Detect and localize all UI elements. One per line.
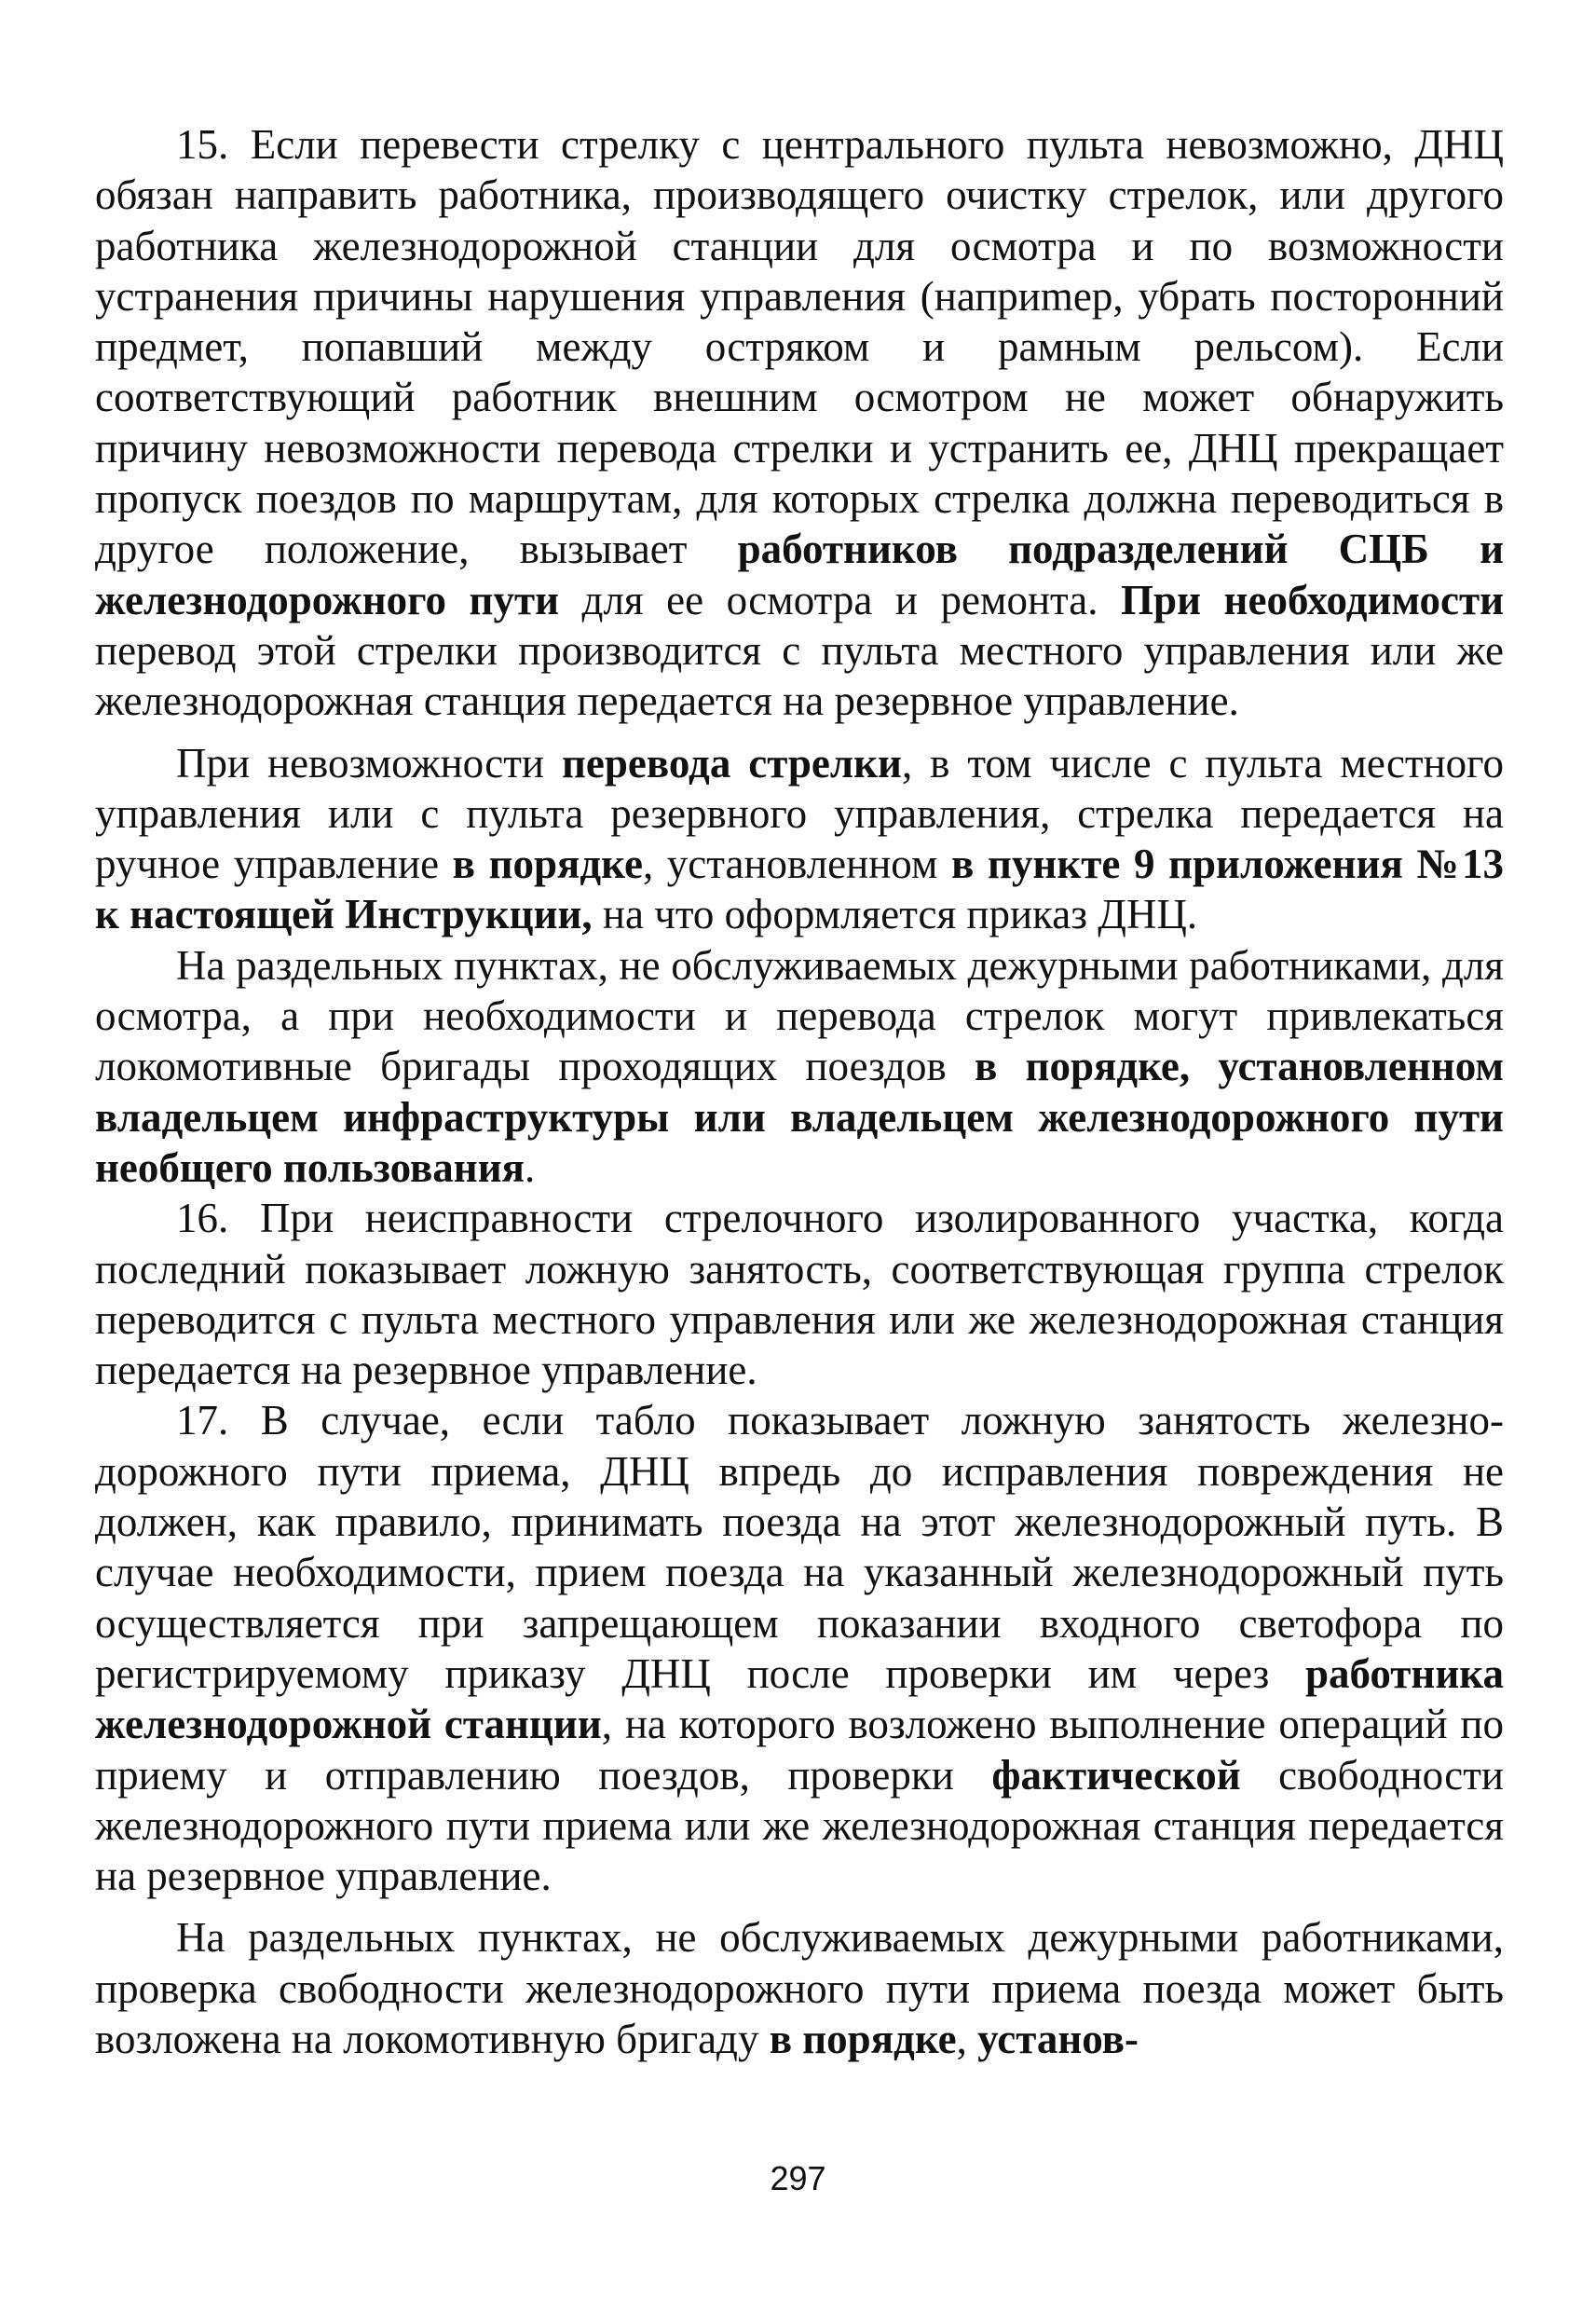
text-run: , установленном [642,841,952,888]
text-run: 15. Если перевести стрелку с центрального пульта невозможно, ДНЦ обязан направить работника, производящего очистку стрелок, или другого работника железнодорожной станции для осмотра и по возможности устранения причины нарушения управления (наприmер, убрать посторонний предмет, попавший между остряком и рамным рельсом). Если соответствующий работник внешним осмотром не может обнаружить причину невозможности перевода стрелки и устранить ее, ДНЦ прекращает пропуск поездов по маршрутам, для которых стрелка должна переводиться в другое положение, вызывает [95,121,1504,573]
paragraph-item-15 [95,119,1504,727]
paragraph-manual-switch [95,738,1504,940]
text-run: 16. При неисправности стрелочного изолированного участка, когда последний показывает ложную занятость, соответствующая группа стрелок переводится с пульта местного управления или же железнодорожная станция передается на резервное управление. [95,1195,1504,1394]
document-body [95,119,1504,2064]
paragraph-item-16 [95,1193,1504,1395]
paragraph-item-17 [95,1395,1504,1901]
text-run: , в том числе с пульта местного управления или с пульта резервного управления, стрелка передается на ручное управление [95,739,1505,888]
text-run: для ее осмотра и ремонта. [559,576,1122,623]
text-run: перевод этой стрелки производится с пульта местного управления или же железнодорожная станция передается на резервное управление. [95,626,1504,725]
text-run: на что оформляется приказ ДНЦ. [592,891,1198,938]
bold-text-run: в пункте 9 приложения №13 к настоящей Инструкции, [95,841,1504,938]
bold-text-run: в порядке [769,2015,957,2062]
bold-text-run: в порядке, установленном владельцем инфраструктуры или владельцем железнодорожного пути необщего пользования [95,1043,1504,1191]
bold-text-run: работников подразделений СЦБ и железнодорожного пути [95,526,1504,623]
text-run: 17. В случае, если табло показывает ложную занятость железнодорожного пути приема, ДНЦ впредь до исправления повреждения не должен, как правило, принимать поезда на этот железнодорожный путь. В случае необходимости, прием поезда на указанный железнодорожный путь осуществляется при запрещающем показании входного светофора по регистрируемому приказу ДНЦ после проверки им через [95,1397,1504,1697]
bold-text-run: работника железнодорожной станции [95,1649,1504,1748]
text-run: При невозможности [176,739,562,787]
text-run: . [525,1143,536,1191]
bold-text-run: перевода стрелки [561,739,902,787]
page-number: 297 [770,2159,826,2197]
text-run: На раздельных пунктах, не обслуживаемых дежурными работниками, проверка свободности железнодорожного пути приема поезда может быть возложена на локомотивную бригаду [95,1914,1504,2062]
bold-text-run: в порядке [452,841,643,888]
text-run: , [956,2015,978,2062]
paragraph-track-check [95,1912,1504,2064]
paragraph-unstaffed-points [95,940,1504,1193]
text-run: На раздельных пунктах, не обслуживаемых дежурными работниками, для осмотра, а при необходимости и перевода стрелок могут привлекаться локомотивные бригады проходящих поездов [95,941,1504,1090]
bold-text-run: фактической [991,1751,1241,1799]
bold-text-run: установ- [977,2015,1139,2062]
text-run: свободности железнодорожного пути приема или же железнодорожная станция передается на резервное управление. [95,1751,1504,1900]
bold-text-run: При необходимости [1121,576,1504,623]
text-run: , на которого возложено выполнение операций по приему и отправлению поездов, проверки [95,1701,1504,1799]
